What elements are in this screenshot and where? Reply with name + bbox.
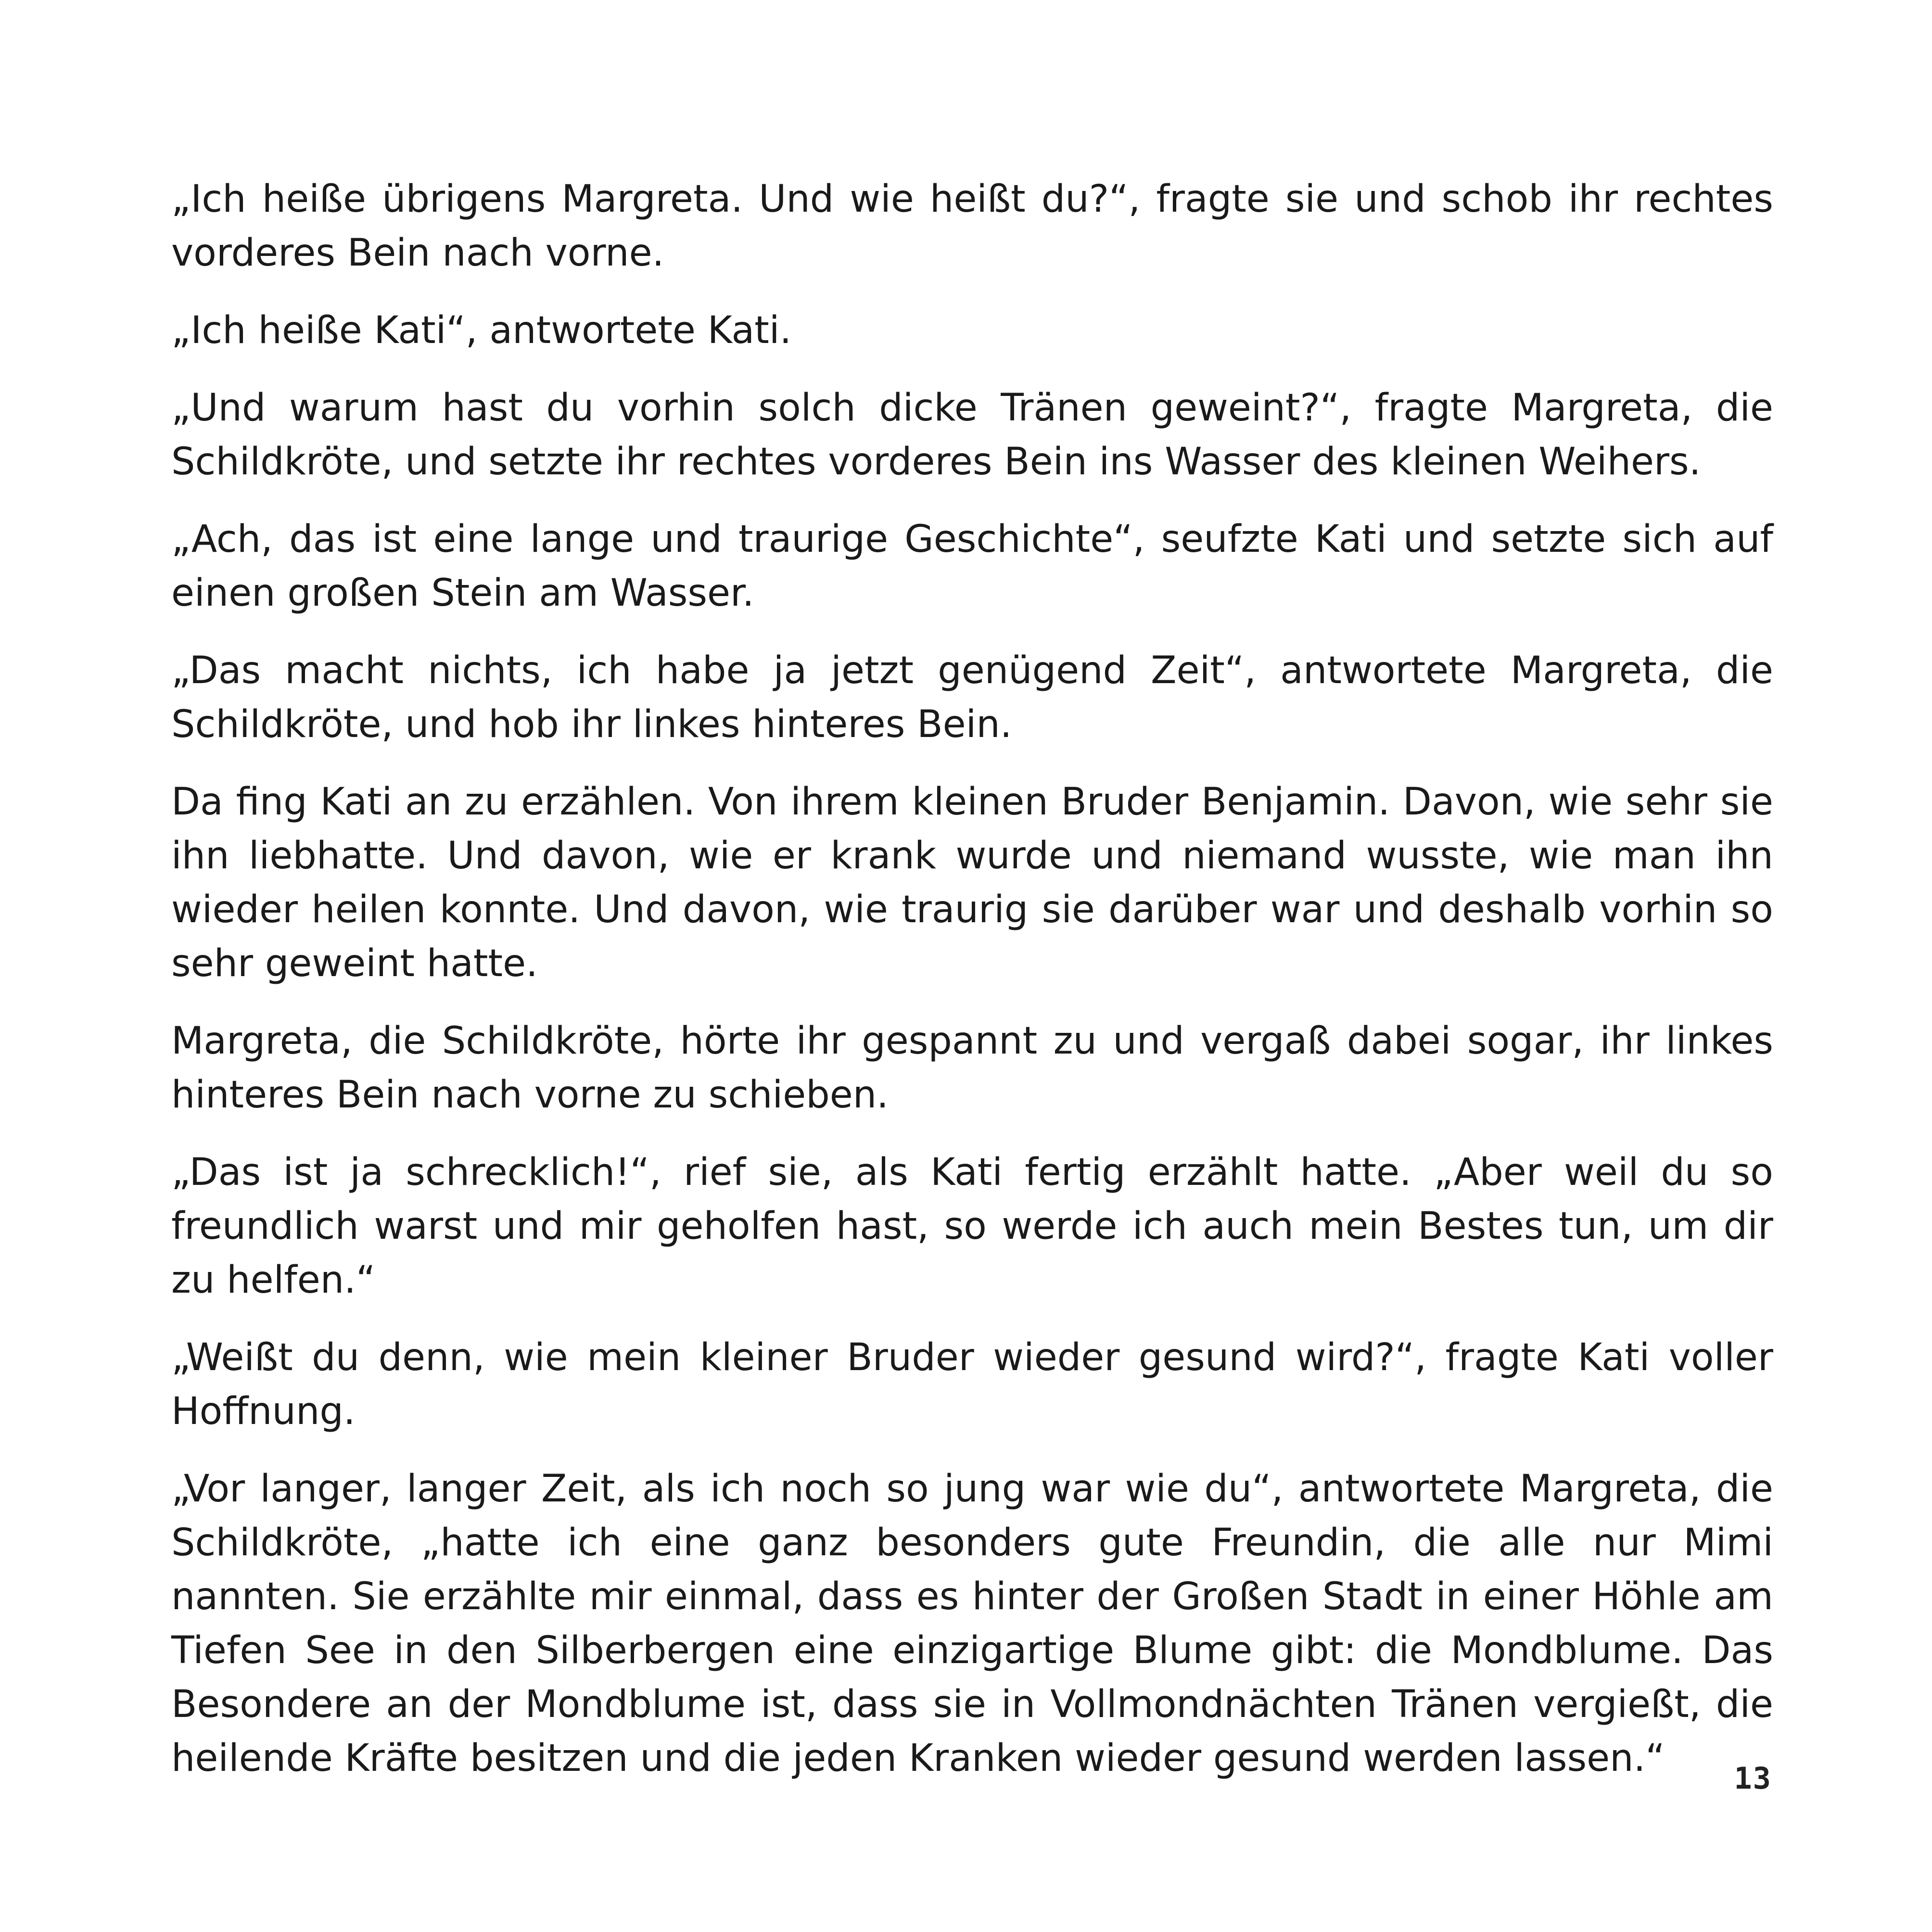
paragraph-1: „Ich heiße übrigens Margreta. Und wie heißt du?“, fragte sie und schob ihr rechtes vorderes Bein nach vorne. <box>171 178 1773 275</box>
paragraph-6: Da fing Kati an zu erzählen. Von ihrem kleinen Bruder Benjamin. Davon, wie sehr sie ihn liebhatte. Und davon, wie er krank wurde und niemand wusste, wie man ihn wieder heilen konnte. Und davon, wie traurig sie darüber war und deshalb vorhin so sehr geweint hatte. <box>171 780 1773 985</box>
page-number: 13 <box>1734 1761 1772 1796</box>
paragraph-8: „Das ist ja schrecklich!“, rief sie, als Kati fertig erzählt hatte. „Aber weil du so freundlich warst und mir geholfen hast, so werde ich auch mein Bestes tun, um dir zu helfen.“ <box>171 1151 1773 1302</box>
story-text <box>171 172 1773 1809</box>
paragraph-3: „Und warum hast du vorhin solch dicke Tränen geweint?“, fragte Margreta, die Schildkröte, und setzte ihr rechtes vorderes Bein ins Wasser des kleinen Weihers. <box>171 386 1773 483</box>
paragraph-4: „Ach, das ist eine lange und traurige Geschichte“, seufzte Kati und setzte sich auf einen großen Stein am Wasser. <box>171 518 1773 615</box>
paragraph-5: „Das macht nichts, ich habe ja jetzt genügend Zeit“, antwortete Margreta, die Schildkröte, und hob ihr linkes hinteres Bein. <box>171 649 1773 746</box>
paragraph-9: „Weißt du denn, wie mein kleiner Bruder wieder gesund wird?“, fragte Kati voller Hoffnung. <box>171 1336 1773 1433</box>
paragraph-2: „Ich heiße Kati“, antwortete Kati. <box>171 309 792 352</box>
paragraph-7: Margreta, die Schildkröte, hörte ihr gespannt zu und vergaß dabei sogar, ihr linkes hinteres Bein nach vorne zu schieben. <box>171 1019 1773 1117</box>
paragraph-10: „Vor langer, langer Zeit, als ich noch so jung war wie du“, antwortete Margreta, die Schildkröte, „hatte ich eine ganz besonders gute Freundin, die alle nur Mimi nannten. Sie erzählte mir einmal, dass es hinter der Großen Stadt in einer Höhle am Tiefen See in den Silberbergen eine einzigartige Blume gibt: die Mondblume. Das Besondere an der Mondblume ist, dass sie in Vollmondnächten Tränen vergießt, die heilende Kräfte besitzen und die jeden Kranken wieder gesund werden lassen.“ <box>171 1467 1773 1780</box>
